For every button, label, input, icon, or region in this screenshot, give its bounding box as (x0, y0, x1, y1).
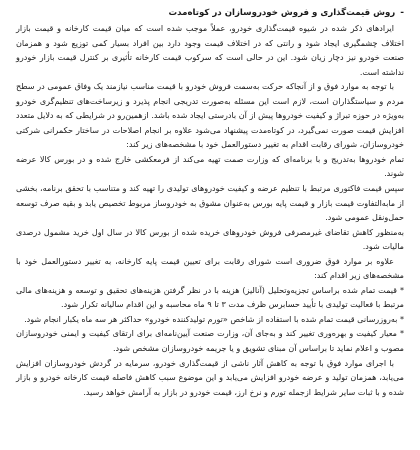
list-item-price-factor: سپس قیمت فاکتوری مرتبط با تنظیم عرضه و کیفیت خودروهای تولیدی را تهیه کند و متناسب با تحقق برنامه، بخشی از مابه‌التفاوت قیمت بازار و قیمت پایه بورس به‌عنوان مشوق به خودروساز مربوط تخصیص یابد و بقیه صرف توسعه حمل‌ونقل عمومی شود. (16, 184, 404, 223)
list-item-cost-analysis: * قیمت تمام شده براساس تجزیه‌وتحلیل (آنالیز) هزینه با در نظر گرفتن هزینه‌های تحقیق و توسعه و هزینه‌های مالی مرتبط با فعالیت تولیدی با تأیید حسابرس ظرف مدت ۳ تا ۹ ماه محاسبه و این اقدام سالیانه تکرار شود. (16, 285, 404, 310)
paragraph-intro: ایرادهای ذکر شده در شیوه قیمت‌گذاری خودرو، عملاً موجب شده است که میان قیمت کارخانه و قیمت بازار اختلاف چشمگیری ایجاد شود و رانتی که در اختلاف قیمت وجود دارد بین افراد بسیار کمی توزیع شود و همزمان صنعت خودرو نیز دچار زیان شود. این در حالی است که سرکوب قیمت کارخانه تأثیری بر کنترل قیمت بازار خودرو نداشته است. (16, 24, 404, 77)
heading-bullet: - (400, 8, 404, 18)
paragraph-conclusion: با اجرای موارد فوق با توجه به کاهش آثار ناشی از قیمت‌گذاری خودرو، سرمایه در گردش خودروسازان افزایش می‌یابد، همزمان تولید و عرضه خودرو افزایش می‌یابد و این موضوع سبب کاهش فاصله قیمت کارخانه خودرو و بازار شده و با ثبات سایر شرایط ازجمله تورم و نرخ ارز، قیمت خودرو در بازار به آرامش خواهد رسید. (16, 358, 404, 397)
paragraph-competition-council: علاوه بر موارد فوق ضروری است شورای رقابت برای تعیین قیمت پایه کارخانه، به تغییر دستورالعمل خود با مشخصه‌های زیر اقدام کند: (16, 256, 404, 281)
list-item-tax: به‌منظور کاهش تقاضای غیرمصرفی فروش خودروهای خریده شده از بورس کالا در سال اول خرید مشمول درصدی مالیات شود. (16, 227, 404, 252)
paragraph-recommendation: با توجه به موارد فوق و از آنجاکه حرکت به‌سمت فروش خودرو با قیمت مناسب نیازمند یک وفاق عمومی در سطح مردم و سیاستگذاران است، لازم است این مسئله به‌صورت تدریجی انجام پذیرد و زیرساخت‌های تنظیم‌گری خودرو به‌ویژه در حوزه تبراژ و کیفیت خودروها پیش از آن بادرستی ایجاد شده باشد. ازهمین‌رو در شرایطی که به دلایل متعدد افزایش قیمت صورت نمی‌گیرد، در کوتاه‌مدت پیشنهاد می‌شود علاوه بر انجام اصلاحات در ساختار حکمرانی شرکتی خودروسازان، شورای رقابت اقدام به تغییر دستورالعمل خود با مشخصه‌های زیر کند: (16, 82, 404, 150)
heading-title: روش قیمت‌گذاری و فروش خودروسازان در کوتاه‌مدت (168, 8, 396, 18)
list-item-quality: * معیار کیفیت و بهره‌وری تغییر کند و به‌جای آن، وزارت صنعت آیین‌نامه‌ای برای ارتقای کیفیت و ایمنی خودروسازان مصوب و اعلام نماید تا براساس آن مبنای تشویق و یا جریمه خودروسازان مشخص شود. (16, 329, 404, 354)
section-heading (16, 6, 404, 21)
list-item-stock-exchange: تمام خودروها به‌تدریج و با برنامه‌ای که وزارت صمت تهیه می‌کند از فرمعکشی خارج شده و در بورس کالا عرضه شوند. (16, 154, 404, 179)
list-item-inflation-index: * به‌روزرسانی قیمت تمام شده با استفاده از شاخص «تورم تولیدکننده خودرو» حداکثر هر سه ماه یکبار انجام شود. (24, 314, 404, 324)
